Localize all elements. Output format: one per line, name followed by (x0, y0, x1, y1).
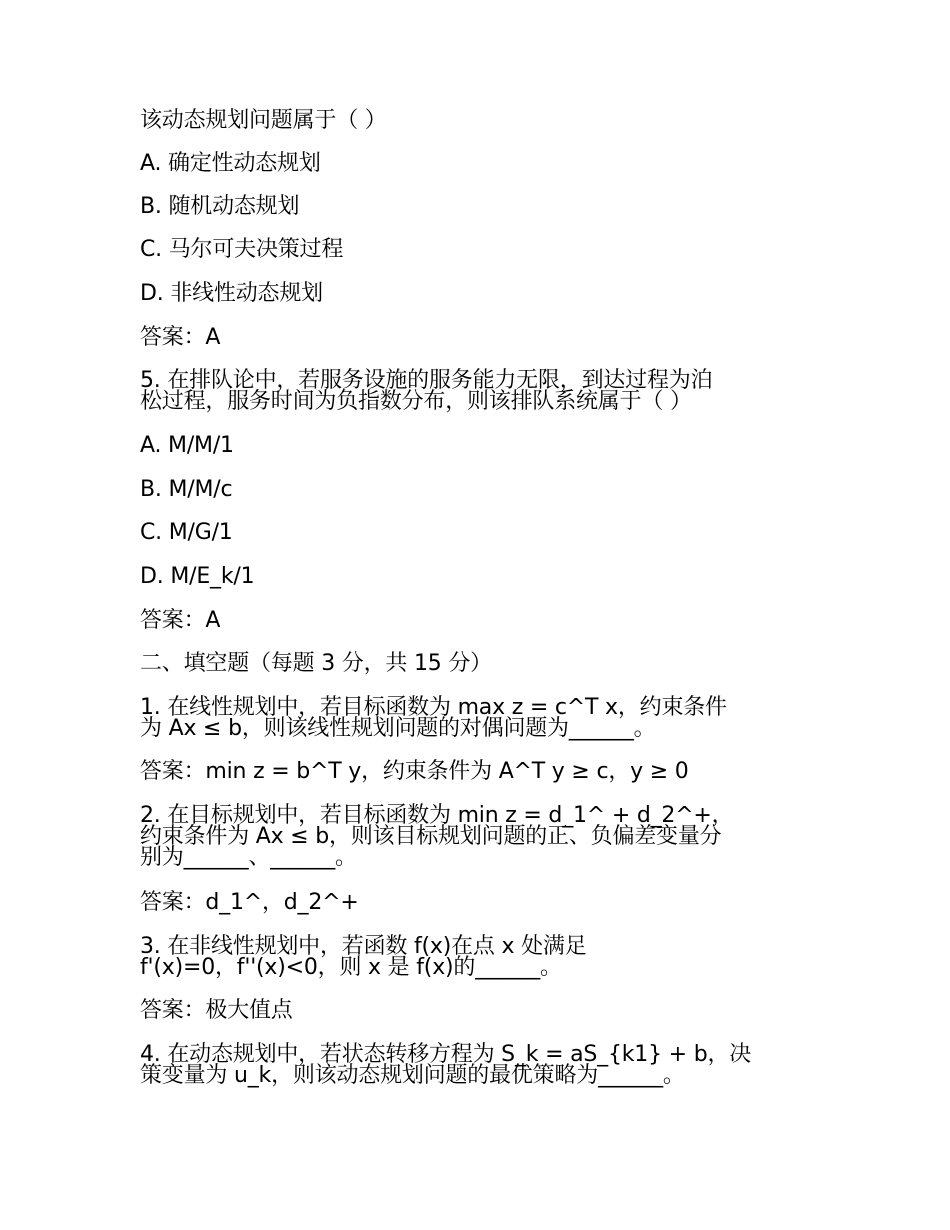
q5-option-a: A. M/M/1 (140, 433, 234, 458)
section-heading: 二、填空题（每题 3 分，共 15 分） (140, 651, 492, 676)
fill-q1-line-1: 1. 在线性规划中，若目标函数为 max z = c^T x，约束条件 (140, 695, 727, 720)
fill-q2-line-3: 别为______、______。 (140, 845, 357, 870)
q5-option-b: B. M/M/c (140, 477, 233, 502)
fill-q1-line-2: 为 Ax ≤ b，则该线性规划问题的对偶问题为______。 (140, 716, 656, 741)
fill-q1-answer: 答案：min z = b^T y，约束条件为 A^T y ≥ c，y ≥ 0 (140, 759, 689, 784)
q4-answer: 答案：A (140, 325, 221, 350)
q5-stem (140, 370, 810, 412)
fill-q3-line-1: 3. 在非线性规划中，若函数 f(x)在点 x 处满足 (140, 934, 587, 959)
fill-q4-line-2: 策变量为 u_k，则该动态规划问题的最优策略为______。 (140, 1063, 685, 1088)
q4-option-b: B. 随机动态规划 (140, 194, 300, 219)
q4-option-c: C. 马尔可夫决策过程 (140, 237, 344, 262)
fill-q2-answer: 答案：d_1^，d_2^+ (140, 890, 359, 915)
fill-q3-line-2: f'(x)=0，f''(x)<0，则 x 是 f(x)的______。 (140, 955, 562, 980)
q5-stem-line-1: 5. 在排队论中，若服务设施的服务能力无限，到达过程为泊 (140, 368, 713, 393)
fill-q3-stem (140, 936, 810, 978)
q4-option-a: A. 确定性动态规划 (140, 151, 321, 176)
fill-q2-line-1: 2. 在目标规划中，若目标函数为 min z = d_1^ + d_2^+， (140, 803, 734, 828)
q5-stem-line-2: 松过程，服务时间为负指数分布，则该排队系统属于（ ） (140, 389, 692, 414)
fill-q4-line-1: 4. 在动态规划中，若状态转移方程为 S_k = aS_{k1} + b，决 (140, 1042, 752, 1067)
q5-option-d: D. M/E_k/1 (140, 564, 255, 589)
fill-q4-stem (140, 1044, 810, 1086)
fill-q1-stem (140, 697, 810, 739)
q5-answer: 答案：A (140, 608, 221, 633)
q5-option-c: C. M/G/1 (140, 520, 233, 545)
q4-option-d: D. 非线性动态规划 (140, 281, 323, 306)
q4-stem: 该动态规划问题属于（ ） (140, 108, 387, 133)
fill-q2-stem (140, 805, 810, 868)
fill-q2-line-2: 约束条件为 Ax ≤ b，则该目标规划问题的正、负偏差变量分 (140, 824, 722, 849)
fill-q3-answer: 答案：极大值点 (140, 998, 293, 1023)
